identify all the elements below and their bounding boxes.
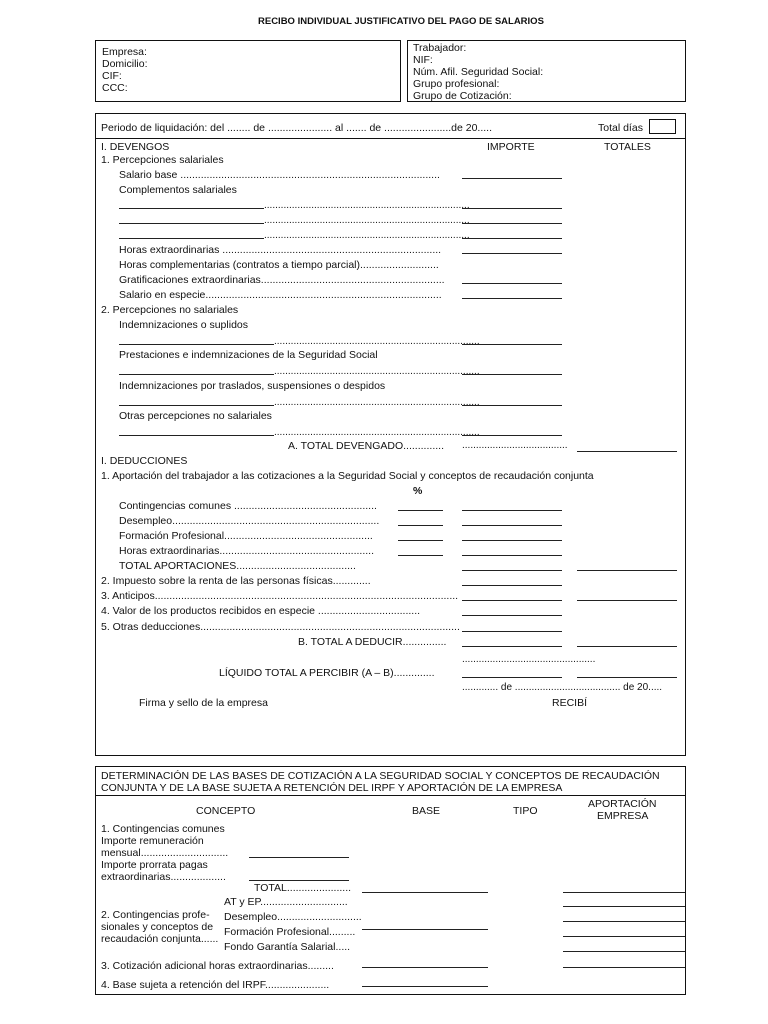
pct-desempleo-line xyxy=(398,525,443,526)
total-contingencias: TOTAL...................... xyxy=(254,882,352,894)
aportacion-column-header-2: EMPRESA xyxy=(597,810,649,822)
gratificaciones-extraordinarias: Gratificaciones extraordinarias............................................................... xyxy=(119,274,445,286)
formacion-base: Formación Profesional......... xyxy=(224,926,356,938)
firma-sello: Firma y sello de la empresa xyxy=(139,697,268,709)
formacion-aportacion-line xyxy=(563,936,685,937)
desempleo-line xyxy=(462,525,562,526)
deducciones-header: I. DEDUCCIONES xyxy=(101,455,188,467)
irpf-base-line xyxy=(362,986,488,987)
desempleo: Desempleo....................................................................... xyxy=(119,515,380,527)
prestaciones-line xyxy=(462,374,562,375)
fecha-line: ............. de ...................................... de 20..... xyxy=(462,682,663,693)
percent-header: % xyxy=(413,485,423,497)
fogasa-aportacion-line xyxy=(563,951,685,952)
otras-name-line xyxy=(119,435,274,436)
pct-contingencias-line xyxy=(398,510,443,511)
percepciones-no-salariales: 2. Percepciones no salariales xyxy=(101,304,239,316)
grupo-cotizacion-label: Grupo de Cotización: xyxy=(413,90,512,102)
pct-formacion-line xyxy=(398,540,443,541)
total-a-deducir: B. TOTAL A DEDUCIR............... xyxy=(298,636,447,648)
irpf: 2. Impuesto sobre la renta de las personas físicas............. xyxy=(101,575,371,587)
productos-line xyxy=(462,615,562,616)
totales-column-header: TOTALES xyxy=(604,141,651,153)
indemnizaciones-name-line xyxy=(119,344,274,345)
salario-base: Salario base ......................................................................................... xyxy=(119,169,440,181)
liquido-total: LÍQUIDO TOTAL A PERCIBIR (A – B).............. xyxy=(219,667,435,679)
otras-deducciones: 5. Otras deducciones......................................................................................... xyxy=(101,621,460,633)
complemento-1-line xyxy=(462,208,562,209)
afiliacion-label: Núm. Afil. Seguridad Social: xyxy=(413,66,544,78)
complemento-2-dots: .......................................................................... xyxy=(264,215,470,226)
contingencias-profesionales-2: sionales y conceptos de xyxy=(101,921,214,933)
prestaciones-name-line xyxy=(119,374,274,375)
total-devengado-dots: ...................................... xyxy=(462,440,568,451)
trabajador-label: Trabajador: xyxy=(413,42,467,54)
base-retencion-irpf: 4. Base sujeta a retención del IRPF...................... xyxy=(101,979,330,991)
formacion-profesional: Formación Profesional................................................... xyxy=(119,530,373,542)
concepto-column-header: CONCEPTO xyxy=(196,805,256,817)
otras-percepciones: Otras percepciones no salariales xyxy=(119,410,272,422)
indemnizaciones-line xyxy=(462,344,562,345)
liquido-top-dots: ................................................ xyxy=(462,654,596,665)
total-base-line xyxy=(362,892,488,893)
salario-especie: Salario en especie................................................................................. xyxy=(119,289,442,301)
total-aportaciones-importe-line xyxy=(462,570,562,571)
deducciones-total-line xyxy=(577,600,677,601)
total-aportaciones: TOTAL APORTACIONES......................................... xyxy=(119,560,356,572)
domicilio-label: Domicilio: xyxy=(102,58,148,70)
gratificaciones-line xyxy=(462,283,562,284)
total-aportaciones-line xyxy=(577,570,677,571)
cotizacion-adicional-horas: 3. Cotización adicional horas extraordinarias......... xyxy=(101,960,334,972)
contingencias-comunes: Contingencias comunes ................................................. xyxy=(119,500,377,512)
salario-especie-line xyxy=(462,298,562,299)
bases-title-line2: CONJUNTA Y DE LA BASE SUJETA A RETENCIÓN DEL IRPF Y APORTACIÓN DE LA EMPRESA xyxy=(101,782,563,794)
contingencias-comunes-base: 1. Contingencias comunes xyxy=(101,823,225,835)
document-title: RECIBO INDIVIDUAL JUSTIFICATIVO DEL PAGO DE SALARIOS xyxy=(258,16,544,27)
horas-extraordinarias-deduccion: Horas extraordinarias..................................................... xyxy=(119,545,374,557)
complemento-1-dots: .......................................................................... xyxy=(264,200,470,211)
total-deducir-line xyxy=(577,646,677,647)
complemento-2-line xyxy=(462,223,562,224)
horas-base-line xyxy=(362,967,488,968)
empresa-label: Empresa: xyxy=(102,46,147,58)
importe-remuneracion-mensual: mensual.............................. xyxy=(101,847,229,859)
pct-horas-line xyxy=(398,555,443,556)
horas-aportacion-line xyxy=(563,967,685,968)
irpf-line xyxy=(462,585,562,586)
complementos-salariales: Complementos salariales xyxy=(119,184,237,196)
bases-title-divider xyxy=(95,795,686,796)
total-dias-label: Total días xyxy=(598,122,643,134)
horas-complementarias: Horas complementarias (contratos a tiempo parcial)........................... xyxy=(119,259,439,271)
recibi: RECIBÍ xyxy=(552,697,588,709)
horas-extra-line xyxy=(462,253,562,254)
total-dias-field[interactable] xyxy=(649,119,676,134)
total-devengado-line xyxy=(577,451,677,452)
indemnizaciones-traslados: Indemnizaciones por traslados, suspensiones o despidos xyxy=(119,380,386,392)
traslados-name-line xyxy=(119,405,274,406)
liquido-total-line xyxy=(577,677,677,678)
complemento-3-dots: .......................................................................... xyxy=(264,230,470,241)
period-divider xyxy=(95,138,686,139)
formacion-line xyxy=(462,540,562,541)
total-deducir-importe-line xyxy=(462,646,562,647)
aportacion-trabajador: 1. Aportación del trabajador a las cotizaciones a la Seguridad Social y conceptos de recaudación conjunta xyxy=(101,470,594,482)
at-ep-line xyxy=(563,906,685,907)
remuneracion-line xyxy=(249,857,349,858)
traslados-dots: .......................................................................... xyxy=(274,397,480,408)
devengos-header: I. DEVENGOS xyxy=(101,141,170,153)
importe-prorrata: Importe prorrata pagas xyxy=(101,859,208,871)
contingencias-profesionales-3: recaudación conjunta...... xyxy=(101,933,219,945)
nif-label: NIF: xyxy=(413,54,433,66)
liquido-importe-line xyxy=(462,677,562,678)
ccc-label: CCC: xyxy=(102,82,128,94)
contingencias-profesionales-base-line xyxy=(362,929,488,930)
periodo-liquidacion: Periodo de liquidación: del ........ de ...................... al ....... de .......................de 20..... xyxy=(101,122,493,134)
contingencias-profesionales-1: 2. Contingencias profe- xyxy=(101,909,210,921)
importe-prorrata-extra: extraordinarias................... xyxy=(101,871,226,883)
cif-label: CIF: xyxy=(102,70,122,82)
importe-column-header: IMPORTE xyxy=(487,141,535,153)
salario-base-line xyxy=(462,178,562,179)
otras-deducciones-line xyxy=(462,631,562,632)
contingencias-line xyxy=(462,510,562,511)
prorrata-line xyxy=(249,880,349,881)
complemento-3-line xyxy=(462,238,562,239)
horas-extraordinarias: Horas extraordinarias ........................................................................... xyxy=(119,244,442,256)
at-ep: AT y EP.............................. xyxy=(224,896,348,908)
desempleo-base: Desempleo............................. xyxy=(224,911,362,923)
complemento-1-name-line xyxy=(119,208,264,209)
otras-line xyxy=(462,435,562,436)
percepciones-salariales: 1. Percepciones salariales xyxy=(101,154,224,166)
fondo-garantia-salarial: Fondo Garantía Salarial..... xyxy=(224,941,351,953)
tipo-column-header: TIPO xyxy=(513,805,538,817)
bases-title-line1: DETERMINACIÓN DE LAS BASES DE COTIZACIÓN A LA SEGURIDAD SOCIAL Y CONCEPTOS DE RECAUDACIÓN xyxy=(101,770,660,782)
importe-remuneracion: Importe remuneración xyxy=(101,835,204,847)
complemento-3-name-line xyxy=(119,238,264,239)
total-devengado: A. TOTAL DEVENGADO.............. xyxy=(288,440,444,452)
prestaciones-seguridad-social: Prestaciones e indemnizaciones de la Seguridad Social xyxy=(119,349,378,361)
otras-dots: .......................................................................... xyxy=(274,427,480,438)
horas-extra-deduccion-line xyxy=(462,555,562,556)
anticipos: 3. Anticipos........................................................................................................ xyxy=(101,590,459,602)
total-aportacion-line xyxy=(563,892,685,893)
grupo-profesional-label: Grupo profesional: xyxy=(413,78,500,90)
productos-especie: 4. Valor de los productos recibidos en especie ................................... xyxy=(101,605,421,617)
traslados-line xyxy=(462,405,562,406)
aportacion-column-header-1: APORTACIÓN xyxy=(588,798,657,810)
complemento-2-name-line xyxy=(119,223,264,224)
desempleo-aportacion-line xyxy=(563,921,685,922)
indemnizaciones-suplidos: Indemnizaciones o suplidos xyxy=(119,319,248,331)
indemnizaciones-dots: .......................................................................... xyxy=(274,336,480,347)
base-column-header: BASE xyxy=(412,805,441,817)
prestaciones-dots: .......................................................................... xyxy=(274,366,480,377)
anticipos-line xyxy=(462,600,562,601)
